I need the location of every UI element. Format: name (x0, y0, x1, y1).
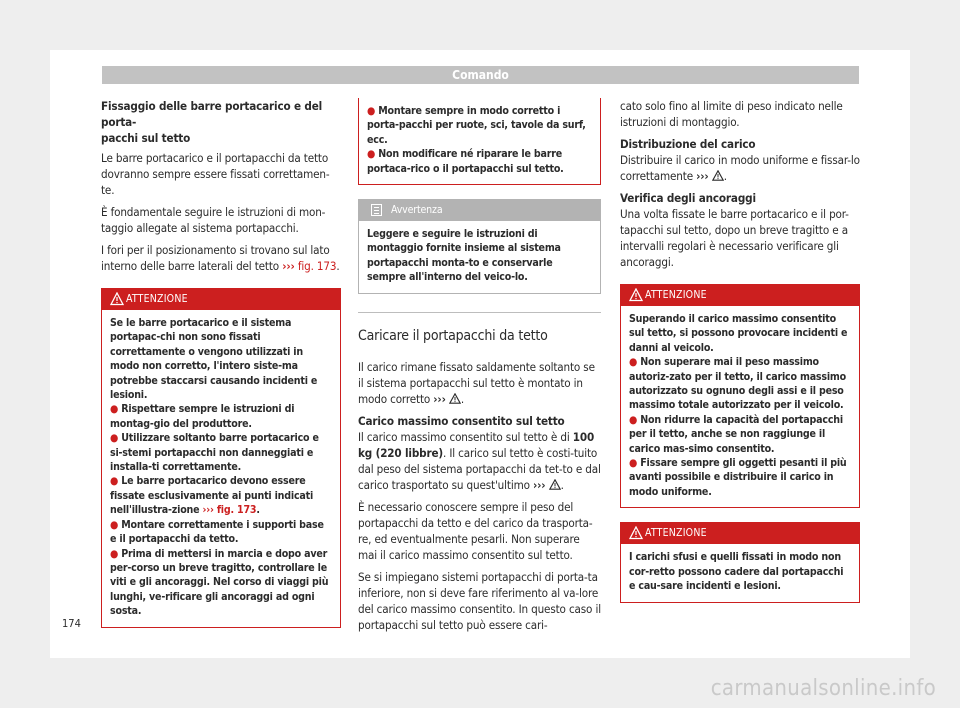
page-header: Comando (102, 66, 859, 84)
warning-box-continued (358, 98, 601, 185)
subheading: Distribuzione del carico (620, 137, 756, 151)
warning-body (102, 310, 340, 627)
section-heading: Fissaggio delle barre portacarico e del porta- pacchi sul tetto (101, 99, 323, 145)
paragraph: È fondamentale seguire le istruzioni di mon-taggio allegate al sistema portapacchi. (101, 205, 326, 235)
warning-triangle-icon (549, 479, 561, 490)
warning-body (359, 98, 600, 184)
reference-arrows: ››› (533, 477, 546, 492)
bullet-text: Le barre portacarico devono essere fissate esclusivamente ai punti indicati nell'illustra-zione (110, 475, 314, 517)
note-header (359, 200, 600, 221)
paragraph-text: . Il carico sul tetto è costi-tuito dal peso del sistema portapacchi da tet-to e dal carico trasportato su quest'ultimo (358, 445, 601, 492)
bullet-text: Montare correttamente i supporti base e il portapacchi da tetto. (110, 518, 324, 546)
period: . (256, 504, 260, 517)
warning-header (621, 523, 859, 544)
warning-bullet (629, 456, 851, 499)
paragraph (101, 242, 341, 274)
warning-box (620, 284, 860, 508)
warning-intro: Se le barre portacarico e il sistema portapac-chi non sono fissati correttamente o vengono utilizzati in modo non corretto, l'intero siste-ma potrebbe staccarsi causando incidenti e lesioni. (110, 317, 318, 402)
reference-arrows: ››› (282, 259, 295, 273)
bullet-icon: ● (629, 356, 638, 369)
period: . (460, 391, 465, 406)
paragraph-text: Il carico rimane fissato saldamente soltanto se il sistema portapacchi sul tetto è montato in modo corretto (358, 359, 595, 406)
paragraph (358, 429, 601, 493)
bullet-text: Fissare sempre gli oggetti pesanti il più avanti possibile e distribuire il carico in modo uniforme. (629, 457, 847, 498)
bullet-icon: ● (110, 547, 119, 560)
paragraph (620, 152, 860, 184)
warning-header (621, 285, 859, 306)
subheading: Carico massimo consentito sul tetto (358, 413, 565, 428)
paragraph: Una volta fissate le barre portacarico e il por-tapacchi sul tetto, dopo un breve tragitto e a intervalli regolari è necessario verificare gli ancoraggi. (620, 207, 849, 269)
paragraph: È necessario conoscere sempre il peso del portapacchi da tetto e del carico da trasporta-re, ed eventualmente pesarli. Non superare mai il carico massimo consentito sul tetto. (358, 499, 593, 562)
warning-bullet (110, 474, 332, 517)
warning-bullet (110, 431, 332, 474)
manual-page (50, 50, 910, 658)
bullet-text: Rispettare sempre le istruzioni di montag-gio del produttore. (110, 403, 295, 430)
bullet-icon: ● (110, 475, 119, 488)
bullet-text: Non modificare né riparare le barre portaca-rico o il portapacchi sul tetto. (367, 148, 564, 175)
warning-triangle-icon (629, 288, 643, 302)
section-title: Caricare il portapacchi da tetto (358, 312, 601, 345)
bullet-text: Montare sempre in modo corretto i porta-pacchi per ruote, sci, tavole da surf, ecc. (367, 105, 586, 146)
warning-triangle-icon (629, 526, 643, 540)
reference-arrows: ››› (202, 504, 214, 517)
figure-link[interactable]: fig. 173 (216, 504, 257, 517)
note-body: Leggere e seguire le istruzioni di montaggio fornite insieme al sistema portapacchi monta-to e conservarle sempre all'interno del veico-lo. (367, 228, 561, 284)
bullet-icon: ● (629, 457, 638, 470)
paragraph-text: I fori per il posizionamento si trovano sul lato interno delle barre laterali del tetto (101, 243, 330, 273)
subheading: Verifica degli ancoraggi (620, 191, 756, 205)
column-right (620, 98, 860, 603)
column-left (101, 98, 341, 628)
warning-bullet (110, 402, 332, 431)
period: . (336, 259, 340, 273)
warning-triangle-icon (712, 170, 724, 181)
figure-link[interactable]: fig. 173 (297, 259, 337, 273)
reference-arrows: ››› (433, 391, 446, 406)
warning-title: ATTENZIONE (645, 289, 707, 301)
watermark: carmanualsonline.info (710, 676, 936, 701)
warning-bullet (110, 547, 332, 619)
column-middle (358, 98, 601, 639)
note-icon (371, 204, 382, 216)
warning-triangle-icon (449, 393, 461, 404)
warning-bullet (367, 104, 592, 147)
warning-title: ATTENZIONE (126, 293, 188, 305)
bullet-icon: ● (110, 432, 119, 445)
paragraph: Le barre portacarico e il portapacchi da tetto dovranno sempre essere fissati correttamen-te. (101, 151, 330, 197)
bullet-icon: ● (110, 518, 119, 531)
warning-title: ATTENZIONE (645, 527, 707, 540)
paragraph (358, 359, 601, 407)
period: . (560, 477, 564, 492)
warning-body: I carichi sfusi e quelli fissati in modo non cor-retto possono cadere dal portapacchi e cau-sare incidenti e lesioni. (629, 551, 844, 593)
paragraph-text: Distribuire il carico in modo uniforme e fissar-lo correttamente (620, 153, 860, 183)
page-number: 174 (62, 617, 81, 630)
bullet-text: Utilizzare soltanto barre portacarico e si-stemi portapacchi non danneggiati e installa-ti correttamente. (110, 432, 319, 474)
max-load-value: 100 kg (220 libbre) (358, 429, 595, 460)
bullet-text: Non superare mai il peso massimo autoriz-zato per il tetto, il carico massimo autorizzato su ognuno degli assi e il peso massimo totale autorizzato per il veicolo. (629, 356, 847, 412)
warning-header (102, 289, 340, 310)
paragraph-text: Il carico massimo consentito sul tetto è di (358, 429, 570, 444)
warning-bullet (110, 518, 332, 547)
note-title: Avvertenza (391, 204, 443, 217)
paragraph: Se si impiegano sistemi portapacchi di porta-ta inferiore, non si deve fare riferimento al va-lore del carico massimo consentito. In questo caso il portapacchi sul tetto può essere cari- (358, 569, 601, 632)
note-box (358, 199, 601, 294)
bullet-text: Non ridurre la capacità del portapacchi per il tetto, anche se non raggiunge il carico mas-simo consentito. (629, 413, 843, 455)
warning-intro: Superando il carico massimo consentito sul tetto, si possono provocare incidenti e danni al veicolo. (629, 313, 848, 354)
reference-arrows: ››› (696, 169, 709, 183)
paragraph: cato solo fino al limite di peso indicato nelle istruzioni di montaggio. (620, 99, 843, 129)
bullet-icon: ● (110, 403, 119, 416)
warning-bullet (629, 413, 851, 456)
period: . (723, 169, 727, 183)
warning-bullet (367, 147, 592, 176)
warning-box (620, 522, 860, 602)
bullet-icon: ● (629, 413, 638, 426)
bullet-icon: ● (367, 105, 376, 117)
bullet-text: Prima di mettersi in marcia e dopo aver per-corso un breve tragitto, controllare le viti e gli ancoraggi. Nel corso di viaggi più lunghi, ve-rificare gli ancoraggi ad ogni sosta. (110, 547, 329, 618)
warning-triangle-icon (110, 292, 124, 306)
warning-body (621, 306, 859, 507)
warning-bullet (629, 355, 851, 413)
bullet-icon: ● (367, 148, 376, 161)
warning-box (101, 288, 341, 628)
